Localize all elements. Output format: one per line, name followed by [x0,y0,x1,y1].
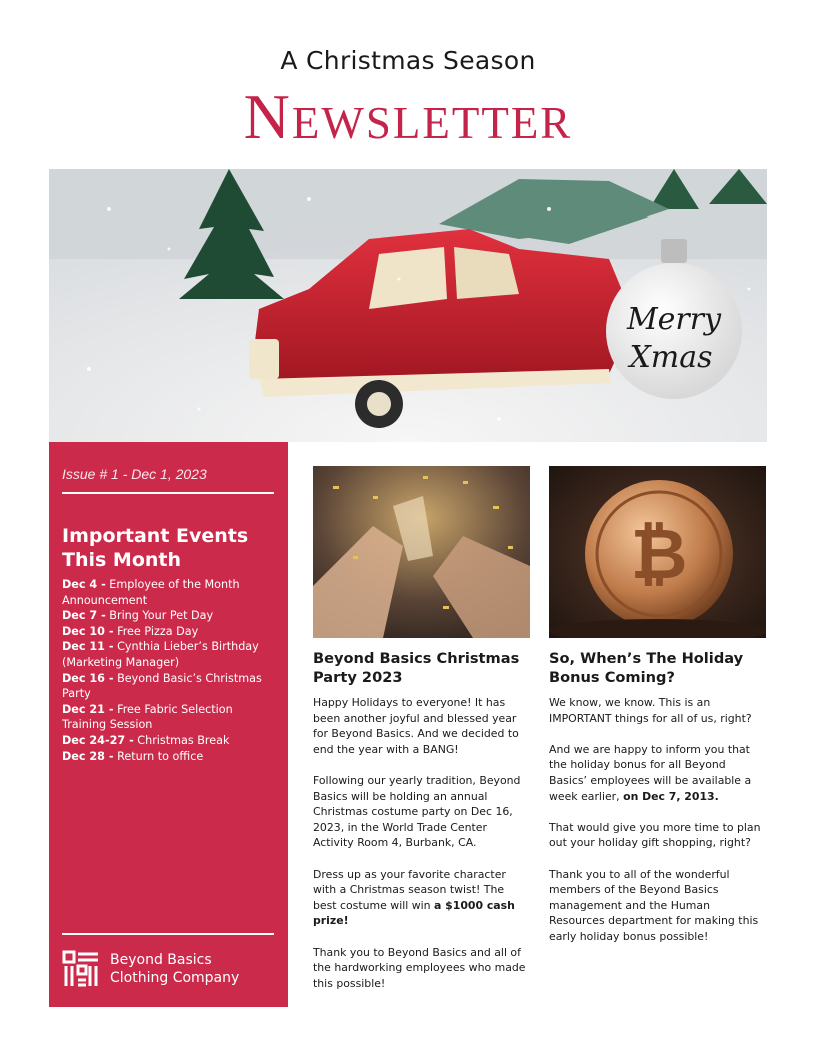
hero-image [49,169,767,442]
event-item: Dec 21 - Free Fabric Selection Training Session [62,702,233,732]
party-photo [313,466,530,638]
event-item: Dec 24-27 - Christmas Break [62,733,230,747]
article-body: Happy Holidays to everyone! It has been another joyful and blessed year for Beyond Basics. And we decided to end the year with a BANG! Following our yearly tradition, Beyond Basics will be holding an annual Christmas costume party on Dec 16, 2023, in the World Trade Center Activity Room 4, Burbank, CA. Dress up as your favorite character with a Christmas season twist! The best costume will win a $1000 cash prize! Thank you to Beyond Basics and all of the hardworking employees who made this possible! [313,696,526,990]
ornament-text-1: Merry [626,302,722,337]
article-title: So, When’s The Holiday Bonus Coming? [549,650,744,686]
svg-text:₿: ₿ [630,513,688,595]
events-heading: Important Events This Month [62,525,249,571]
events-list [62,577,277,764]
event-item: Dec 7 - Bring Your Pet Day [62,609,214,623]
article-body: We know, we know. This is an IMPORTANT things for all of us, right? And we are happy to inform you that the holiday bonus for all Beyond Basics’ employees will be available a week earlier, on Dec 7, 2013. That would give you more time to plan out your holiday gift shopping, right? Thank you to all of the wonderful members of the Beyond Basics management and the Human Resources department for making this early holiday bonus possible! [549,696,761,943]
event-item: Dec 4 - Employee of the Month Announcement [62,578,240,607]
issue-label: Issue # 1 - Dec 1, 2023 [62,466,207,482]
company-block [62,950,260,988]
company-name: Beyond Basics Clothing Company [110,952,240,986]
article-bonus [549,466,767,960]
newsletter-subtitle: A Christmas Season [280,46,536,75]
newsletter-title: Newsletter [243,81,573,152]
event-item: Dec 28 - Return to office [62,749,204,763]
article-party [313,466,531,1007]
event-item: Dec 16 - Beyond Basic’s Christmas Party [62,671,262,701]
ornament-text-2: Xmas [629,340,713,375]
event-item: Dec 11 - Cynthia Lieber’s Birthday (Marketing Manager) [62,640,259,669]
company-logo-icon [62,950,100,988]
divider [62,933,274,935]
coin-photo [549,466,766,638]
event-item: Dec 10 - Free Pizza Day [62,624,199,638]
divider [62,492,274,494]
article-title: Beyond Basics Christmas Party 2023 [313,650,520,686]
sidebar [49,442,288,1007]
